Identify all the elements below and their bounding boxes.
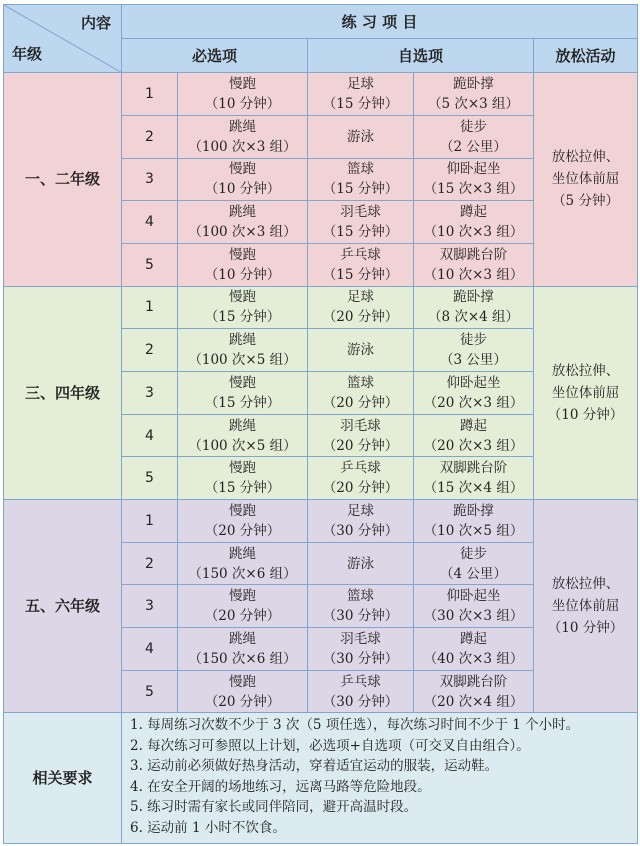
cell-line: （15 次×3 组） bbox=[423, 181, 524, 198]
grade-label: 一、二年级 bbox=[4, 73, 122, 286]
cell-line: （10 分钟） bbox=[547, 406, 624, 423]
row-number: 4 bbox=[122, 201, 178, 244]
required-exercise bbox=[178, 243, 308, 286]
optional-exercise-2 bbox=[414, 585, 534, 628]
optional-exercise-1 bbox=[308, 670, 414, 713]
cell-line: （150 次×6 组） bbox=[188, 565, 297, 582]
row-number: 2 bbox=[122, 542, 178, 585]
cell-line: 慢跑 bbox=[229, 246, 256, 263]
cell-line: 羽毛球 bbox=[340, 204, 381, 221]
cell-line: 徒步 bbox=[460, 118, 487, 135]
optional-exercise-2 bbox=[414, 329, 534, 372]
cell-line: （20 分钟） bbox=[322, 309, 399, 326]
cell-line: 徒步 bbox=[460, 545, 487, 562]
requirements-row bbox=[4, 713, 638, 844]
optional-exercise-2 bbox=[414, 500, 534, 543]
cell-line: 篮球 bbox=[347, 374, 374, 391]
cell-line: 游泳 bbox=[347, 555, 374, 572]
cell-line: 蹲起 bbox=[460, 204, 487, 221]
optional-exercise-2 bbox=[414, 73, 534, 116]
optional-exercise-1 bbox=[308, 201, 414, 244]
optional-exercise-2 bbox=[414, 457, 534, 500]
cell-line: 慢跑 bbox=[229, 374, 256, 391]
optional-exercise-1 bbox=[308, 542, 414, 585]
cell-line: （4 公里） bbox=[440, 565, 507, 582]
optional-exercise-2 bbox=[414, 371, 534, 414]
optional-exercise-2 bbox=[414, 414, 534, 457]
cell-line: （8 次×4 组） bbox=[427, 309, 520, 326]
cell-line: 跪卧撑 bbox=[453, 76, 494, 92]
cell-line: （100 次×5 组） bbox=[188, 437, 297, 454]
required-exercise bbox=[178, 73, 308, 116]
optional-exercise-1 bbox=[308, 329, 414, 372]
table-row bbox=[4, 73, 638, 116]
row-number: 5 bbox=[122, 243, 178, 286]
required-exercise bbox=[178, 371, 308, 414]
header-content-label: 内容 bbox=[80, 14, 111, 32]
row-number: 4 bbox=[122, 628, 178, 671]
cell-line: （5 分钟） bbox=[552, 193, 619, 210]
cell-line: 足球 bbox=[347, 289, 374, 306]
required-exercise bbox=[178, 542, 308, 585]
optional-exercise-2 bbox=[414, 243, 534, 286]
cell-line: 蹲起 bbox=[460, 417, 487, 434]
cell-line: （20 分钟） bbox=[204, 693, 281, 710]
cell-line: （10 分钟） bbox=[204, 96, 281, 112]
required-exercise bbox=[178, 670, 308, 713]
cell-line: （100 次×5 组） bbox=[188, 352, 297, 369]
table-row bbox=[4, 286, 638, 329]
cell-line: 慢跑 bbox=[229, 76, 256, 92]
optional-exercise-1 bbox=[308, 414, 414, 457]
cell-line: 足球 bbox=[347, 76, 374, 92]
cell-line: 双脚跳台阶 bbox=[439, 673, 508, 690]
requirement-item: 6. 运动前 1 小时不饮食。 bbox=[130, 819, 286, 836]
header-optional: 自选项 bbox=[308, 39, 534, 73]
cell-line: 羽毛球 bbox=[340, 630, 381, 647]
cell-line: 篮球 bbox=[347, 588, 374, 605]
cell-line: （10 分钟） bbox=[204, 266, 281, 283]
optional-exercise-1 bbox=[308, 457, 414, 500]
cell-line: 跳绳 bbox=[229, 545, 256, 562]
header-practice-items: 练 习 项 目 bbox=[122, 5, 638, 39]
row-number: 3 bbox=[122, 585, 178, 628]
cell-line: 乒乓球 bbox=[340, 460, 381, 477]
cell-line: 坐位体前屈 bbox=[551, 384, 620, 401]
cell-line: （10 次×5 组） bbox=[423, 522, 524, 539]
optional-exercise-1 bbox=[308, 628, 414, 671]
required-exercise bbox=[178, 201, 308, 244]
row-number: 1 bbox=[122, 500, 178, 543]
cell-line: 跪卧撑 bbox=[453, 289, 494, 306]
requirement-item: 4. 在安全开阔的场地练习，远离马路等危险地段。 bbox=[130, 778, 431, 795]
relax-activity bbox=[534, 73, 638, 286]
cell-line: 坐位体前屈 bbox=[551, 598, 620, 615]
requirements-title: 相关要求 bbox=[4, 713, 122, 844]
optional-exercise-1 bbox=[308, 115, 414, 158]
cell-line: （30 分钟） bbox=[322, 608, 399, 625]
cell-line: 徒步 bbox=[460, 332, 487, 349]
cell-line: 蹲起 bbox=[460, 630, 487, 647]
optional-exercise-2 bbox=[414, 628, 534, 671]
header-grade-label: 年级 bbox=[12, 45, 43, 64]
required-exercise bbox=[178, 414, 308, 457]
cell-line: （30 分钟） bbox=[322, 693, 399, 710]
cell-line: （100 次×3 组） bbox=[188, 224, 297, 241]
relax-activity bbox=[534, 286, 638, 499]
required-exercise bbox=[178, 585, 308, 628]
required-exercise bbox=[178, 457, 308, 500]
cell-line: 放松拉伸、 bbox=[551, 362, 620, 379]
cell-line: （20 分钟） bbox=[204, 608, 281, 625]
requirement-item: 5. 练习时需有家长或同伴陪同，避开高温时段。 bbox=[130, 799, 418, 816]
cell-line: 游泳 bbox=[347, 342, 374, 359]
row-number: 5 bbox=[122, 670, 178, 713]
header-corner bbox=[4, 5, 122, 73]
cell-line: 仰卧起坐 bbox=[446, 161, 501, 178]
optional-exercise-2 bbox=[414, 670, 534, 713]
table-row bbox=[4, 500, 638, 543]
cell-line: 慢跑 bbox=[229, 161, 256, 178]
cell-line: 篮球 bbox=[347, 161, 374, 178]
cell-line: （15 分钟） bbox=[322, 181, 399, 198]
cell-line: 慢跑 bbox=[229, 289, 256, 306]
optional-exercise-2 bbox=[414, 115, 534, 158]
header-required: 必选项 bbox=[122, 39, 308, 73]
cell-line: （15 次×4 组） bbox=[423, 480, 524, 497]
optional-exercise-2 bbox=[414, 542, 534, 585]
cell-line: 跪卧撑 bbox=[453, 502, 494, 519]
requirements-list bbox=[122, 713, 638, 844]
cell-line: 慢跑 bbox=[229, 460, 256, 477]
cell-line: 足球 bbox=[347, 502, 374, 519]
required-exercise bbox=[178, 286, 308, 329]
cell-line: （20 次×4 组） bbox=[423, 693, 524, 710]
cell-line: （20 分钟） bbox=[322, 437, 399, 454]
cell-line: 慢跑 bbox=[229, 673, 256, 690]
cell-line: （100 次×3 组） bbox=[188, 138, 297, 155]
cell-line: 双脚跳台阶 bbox=[439, 246, 508, 263]
cell-line: （15 分钟） bbox=[204, 394, 281, 411]
cell-line: （10 次×3 组） bbox=[423, 266, 524, 283]
required-exercise bbox=[178, 329, 308, 372]
optional-exercise-1 bbox=[308, 73, 414, 116]
optional-exercise-1 bbox=[308, 286, 414, 329]
cell-line: 跳绳 bbox=[229, 204, 256, 221]
required-exercise bbox=[178, 158, 308, 201]
cell-line: （3 公里） bbox=[440, 352, 507, 369]
cell-line: 羽毛球 bbox=[340, 417, 381, 434]
row-number: 3 bbox=[122, 158, 178, 201]
optional-exercise-1 bbox=[308, 371, 414, 414]
cell-line: （40 次×3 组） bbox=[423, 650, 524, 667]
row-number: 2 bbox=[122, 115, 178, 158]
cell-line: 放松拉伸、 bbox=[551, 576, 620, 593]
row-number: 2 bbox=[122, 329, 178, 372]
row-number: 5 bbox=[122, 457, 178, 500]
cell-line: 双脚跳台阶 bbox=[439, 460, 508, 477]
cell-line: 乒乓球 bbox=[340, 246, 381, 263]
cell-line: 放松拉伸、 bbox=[551, 149, 620, 166]
cell-line: （20 次×3 组） bbox=[423, 394, 524, 411]
cell-line: 跳绳 bbox=[229, 332, 256, 349]
cell-line: 慢跑 bbox=[229, 502, 256, 519]
required-exercise bbox=[178, 500, 308, 543]
cell-line: 跳绳 bbox=[229, 417, 256, 434]
cell-line: 跳绳 bbox=[229, 630, 256, 647]
required-exercise bbox=[178, 115, 308, 158]
requirement-item: 3. 运动前必须做好热身活动，穿着适宜运动的服装，运动鞋。 bbox=[130, 758, 499, 775]
cell-line: 坐位体前屈 bbox=[551, 171, 620, 188]
cell-line: （20 次×3 组） bbox=[423, 437, 524, 454]
cell-line: （30 分钟） bbox=[322, 522, 399, 539]
cell-line: （20 分钟） bbox=[204, 522, 281, 539]
row-number: 3 bbox=[122, 371, 178, 414]
cell-line: 仰卧起坐 bbox=[446, 374, 501, 391]
cell-line: （30 分钟） bbox=[322, 650, 399, 667]
optional-exercise-2 bbox=[414, 158, 534, 201]
cell-line: （15 分钟） bbox=[322, 96, 399, 112]
row-number: 1 bbox=[122, 73, 178, 116]
row-number: 4 bbox=[122, 414, 178, 457]
cell-line: 游泳 bbox=[347, 128, 374, 145]
cell-line: （10 次×3 组） bbox=[423, 224, 524, 241]
cell-line: 乒乓球 bbox=[340, 673, 381, 690]
cell-line: （15 分钟） bbox=[204, 480, 281, 497]
optional-exercise-1 bbox=[308, 500, 414, 543]
requirement-item: 1. 每周练习次数不少于 3 次（5 项任选），每次练习时间不少于 1 个小时。 bbox=[130, 717, 580, 734]
required-exercise bbox=[178, 628, 308, 671]
cell-line: （15 分钟） bbox=[322, 224, 399, 241]
grade-label: 三、四年级 bbox=[4, 286, 122, 499]
relax-activity bbox=[534, 500, 638, 713]
optional-exercise-2 bbox=[414, 286, 534, 329]
requirement-item: 2. 每次练习可参照以上计划，必选项+自选项（可交叉自由组合）。 bbox=[130, 737, 530, 754]
cell-line: （20 分钟） bbox=[322, 394, 399, 411]
grade-label: 五、六年级 bbox=[4, 500, 122, 713]
cell-line: （30 次×3 组） bbox=[423, 608, 524, 625]
optional-exercise-2 bbox=[414, 201, 534, 244]
cell-line: （150 次×6 组） bbox=[188, 650, 297, 667]
cell-line: （10 分钟） bbox=[204, 181, 281, 198]
cell-line: （15 分钟） bbox=[204, 309, 281, 326]
cell-line: 跳绳 bbox=[229, 118, 256, 135]
cell-line: （15 分钟） bbox=[322, 266, 399, 283]
exercise-plan-table bbox=[3, 4, 638, 844]
optional-exercise-1 bbox=[308, 243, 414, 286]
cell-line: （2 公里） bbox=[440, 138, 507, 155]
cell-line: （10 分钟） bbox=[547, 620, 624, 637]
optional-exercise-1 bbox=[308, 585, 414, 628]
optional-exercise-1 bbox=[308, 158, 414, 201]
cell-line: 仰卧起坐 bbox=[446, 588, 501, 605]
header-relax: 放松活动 bbox=[534, 39, 638, 73]
row-number: 1 bbox=[122, 286, 178, 329]
cell-line: （5 次×3 组） bbox=[427, 96, 520, 112]
cell-line: （20 分钟） bbox=[322, 480, 399, 497]
cell-line: 慢跑 bbox=[229, 588, 256, 605]
